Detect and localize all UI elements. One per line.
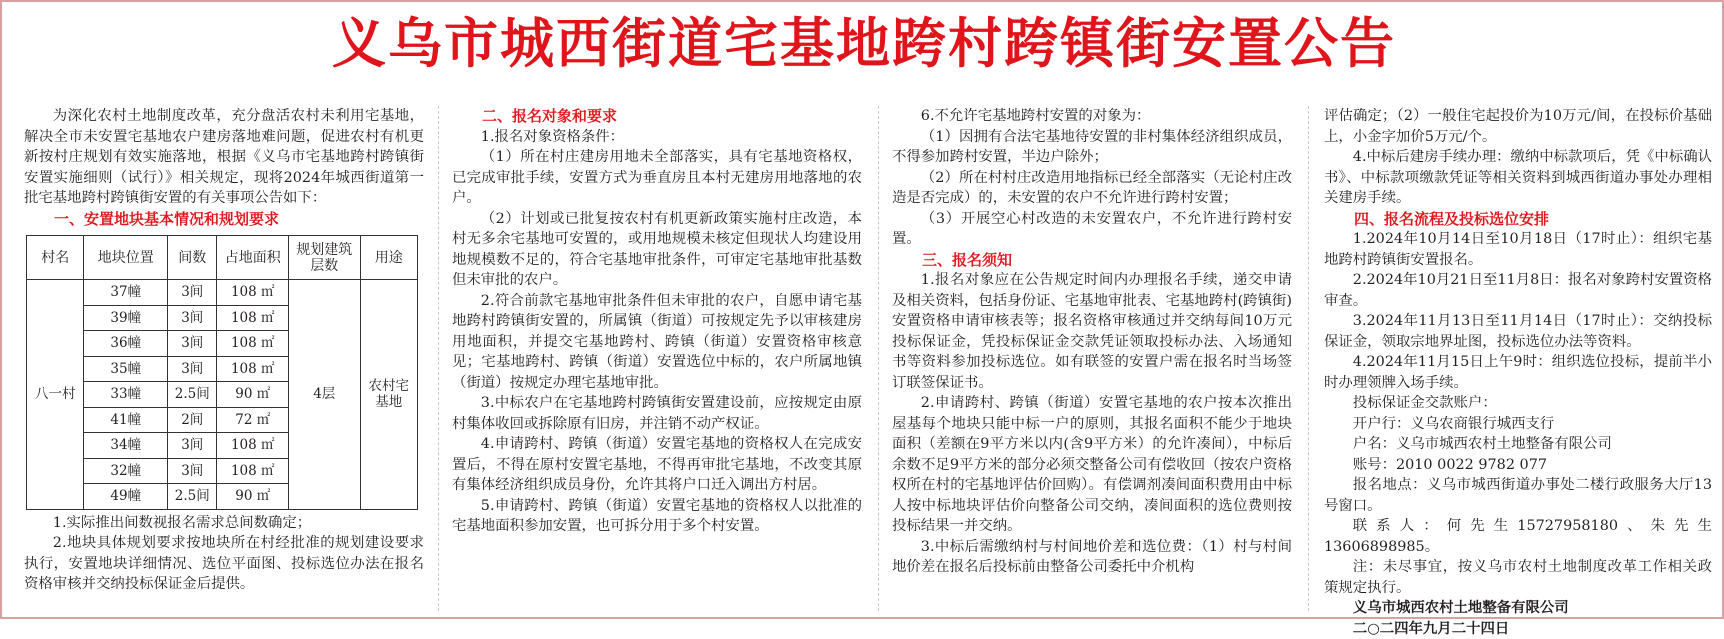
location-cell: 39幢 [84,305,168,331]
account-heading: 投标保证金交款账户： [1324,393,1712,414]
paragraph: 3.中标农户在宅基地跨村跨镇街安置建设前，应按规定由原村集体收回或拆除原有旧房，并注销不动产权证。 [452,393,862,434]
column-divider [1308,106,1309,611]
paragraph: 3.2024年11月13日至11月14日（17时止）：交纳投标保证金，领取宗地界址图，投标选位办法等资料。 [1324,311,1712,352]
location-cell: 32幢 [84,458,168,484]
rooms-cell: 3间 [168,280,217,306]
location-cell: 33幢 [84,382,168,408]
paragraph: （3）开展空心村改造的未安置农户，不允许进行跨村安置。 [892,209,1292,250]
account-holder: 户名：义乌市城西农村土地整备有限公司 [1324,434,1712,455]
column-divider [878,106,879,611]
rooms-cell: 2.5间 [168,484,217,510]
column-divider [438,106,439,611]
intro-paragraph: 为深化农村土地制度改革，充分盘活农村未利用宅基地，解决全市未安置宅基地农户建房落地难问题，促进农村有机更新按村庄规划有效实施落地，根据《义乌市宅基地跨村跨镇街安置实施细则（试行）》相关规定，现将2024年城西街道第一批宅基地跨村跨镇街安置的有关事项公告如下： [24,106,424,209]
account-number: 账号：2010 0022 9782 077 [1324,455,1712,476]
col-header-village: 村名 [27,236,84,280]
paragraph: 1.2024年10月14日至10月18日（17时止）：组织宅基地跨村跨镇街安置报名。 [1324,229,1712,270]
floors-cell: 4层 [289,280,361,510]
paragraph: （2）所在村村庄改造用地指标已经全部落实（无论村庄改造是否完成）的，未安置的农户不允许进行跨村安置； [892,168,1292,209]
area-cell: 108 ㎡ [217,331,289,357]
location-cell: 35幢 [84,356,168,382]
paragraph: （2）计划或已批复按农村有机更新政策实施村庄改造，本村无多余宅基地可安置的，或用地规模未核定但现状人均建设用地规模数不足的，符合宅基地审批条件，可审定宅基地审批基数但未审批的农户。 [452,209,862,291]
table-header-row [27,236,418,280]
area-cell: 108 ㎡ [217,356,289,382]
area-cell: 108 ㎡ [217,305,289,331]
village-cell: 八一村 [27,280,84,510]
rooms-cell: 3间 [168,356,217,382]
plot-table [26,235,418,510]
section-heading-4: 四、报名流程及投标选位安排 [1324,209,1712,230]
area-cell: 90 ㎡ [217,484,289,510]
location-cell: 41幢 [84,407,168,433]
rooms-cell: 3间 [168,433,217,459]
section-heading-3: 三、报名须知 [892,250,1292,271]
area-cell: 90 ㎡ [217,382,289,408]
location-cell: 34幢 [84,433,168,459]
col-header-floors: 规划建筑层数 [289,236,361,280]
paragraph: 2.符合前款宅基地审批条件但未审批的农户，自愿申请宅基地跨村跨镇街安置的，所属镇（街道）可按规定先予以审核建房用地面积，并提交宅基地跨村、跨镇（街道）安置资格审核意见；宅基地跨村、跨镇（街道）安置选位中标的，农户所属地镇（街道）按规定办理宅基地审批。 [452,291,862,394]
paragraph: （1）所在村庄建房用地未全部落实，具有宅基地资格权，已完成审批手续，安置方式为垂直房且本村无建房用地落地的农户。 [452,147,862,209]
usage-cell: 农村宅基地 [360,280,417,510]
rooms-cell: 3间 [168,305,217,331]
column-1 [24,106,424,595]
paragraph: （1）因拥有合法宅基地待安置的非村集体经济组织成员，不得参加跨村安置，半边户除外； [892,127,1292,168]
paragraph: 评估确定；（2）一般住宅起投价为10万元/间，在投标价基础上，小金字加价5万元/个。 [1324,106,1712,147]
section-heading-2: 二、报名对象和要求 [452,106,862,127]
bank-name: 开户行：义乌农商银行城西支行 [1324,414,1712,435]
area-cell: 108 ㎡ [217,458,289,484]
column-2 [452,106,862,537]
rooms-cell: 3间 [168,458,217,484]
rooms-cell: 3间 [168,331,217,357]
area-cell: 108 ㎡ [217,433,289,459]
paragraph: 4.申请跨村、跨镇（街道）安置宅基地的资格权人在完成安置后，不得在原村安置宅基地，不得再审批宅基地，不改变其原有集体经济组织成员身份，允许其将户口迁入调出方村居。 [452,434,862,496]
col-header-location: 地块位置 [84,236,168,280]
location-cell: 36幢 [84,331,168,357]
footnote: 注：未尽事宜，按义乌市农村土地制度改革工作相关政策规定执行。 [1324,557,1712,598]
location-cell: 49幢 [84,484,168,510]
issue-date: 二○二四年九月二十四日 [1324,619,1712,639]
paragraph: 6.不允许宅基地跨村安置的对象为： [892,106,1292,127]
area-cell: 72 ㎡ [217,407,289,433]
rooms-cell: 2间 [168,407,217,433]
location-cell: 37幢 [84,280,168,306]
rooms-cell: 2.5间 [168,382,217,408]
registration-location: 报名地点：义乌市城西街道办事处二楼行政服务大厅13号窗口。 [1324,475,1712,516]
section-heading-1: 一、安置地块基本情况和规划要求 [24,209,424,230]
area-cell: 108 ㎡ [217,280,289,306]
paragraph: 5.申请跨村、跨镇（街道）安置宅基地的资格权人以批准的宅基地面积参加安置，也可拆分用于多个村安置。 [452,496,862,537]
col-header-usage: 用途 [360,236,417,280]
table-note-1: 1.实际推出间数视报名需求总间数确定； [24,513,424,534]
paragraph: 2.2024年10月21日至11月8日：报名对象跨村安置资格审查。 [1324,270,1712,311]
paragraph: 1.报名对象应在公告规定时间内办理报名手续，递交申请及相关资料，包括身份证、宅基地审批表、宅基地跨村(跨镇街)安置资格申请审核表等；报名资格审核通过并交纳每间10万元投标保证金，凭投标保证金交款凭证领取投标办法、入场通知书等资料参加投标选位。如有联签的安置户需在报名时当场签订联签保证书。 [892,270,1292,393]
paragraph: 3.中标后需缴纳村与村间地价差和选位费：（1）村与村间地价差在报名后投标前由整备公司委托中介机构 [892,537,1292,578]
page-title: 义乌市城西街道宅基地跨村跨镇街安置公告 [2,12,1724,76]
column-4 [1324,106,1712,639]
paragraph: 4.中标后建房手续办理：缴纳中标款项后，凭《中标确认书》、中标款项缴款凭证等相关资料到城西街道办事处办理相关建房手续。 [1324,147,1712,209]
signer-company: 义乌市城西农村土地整备有限公司 [1324,598,1712,619]
paragraph: 2.申请跨村、跨镇（街道）安置宅基地的农户按本次推出屋基每个地块只能中标一户的原则，其报名面积不能少于地块面积（差额在9平方米以内(含9平方米）的允许凑间），中标后余数不足9平方米的部分必须交整备公司有偿收回（按农户资格权所在村的宅基地评估价回购）。有偿调剂凑间面积费用由中标人按中标地块评估价向整备公司交纳，凑间面积的选位费则按投标结果一并交纳。 [892,393,1292,537]
column-3 [892,106,1292,578]
contact-persons: 联系人：何先生15727958180、朱先生13606898985。 [1324,516,1712,557]
col-header-area: 占地面积 [217,236,289,280]
col-header-rooms: 间数 [168,236,217,280]
paragraph: 4.2024年11月15日上午9时：组织选位投标，提前半小时办理领牌入场手续。 [1324,352,1712,393]
paragraph: 1.报名对象资格条件： [452,127,862,148]
table-note-2: 2.地块具体规划要求按地块所在村经批准的规划建设要求执行，安置地块详细情况、选位平面图、投标选位办法在报名资格审核并交纳投标保证金后提供。 [24,533,424,595]
table-row [27,280,418,306]
